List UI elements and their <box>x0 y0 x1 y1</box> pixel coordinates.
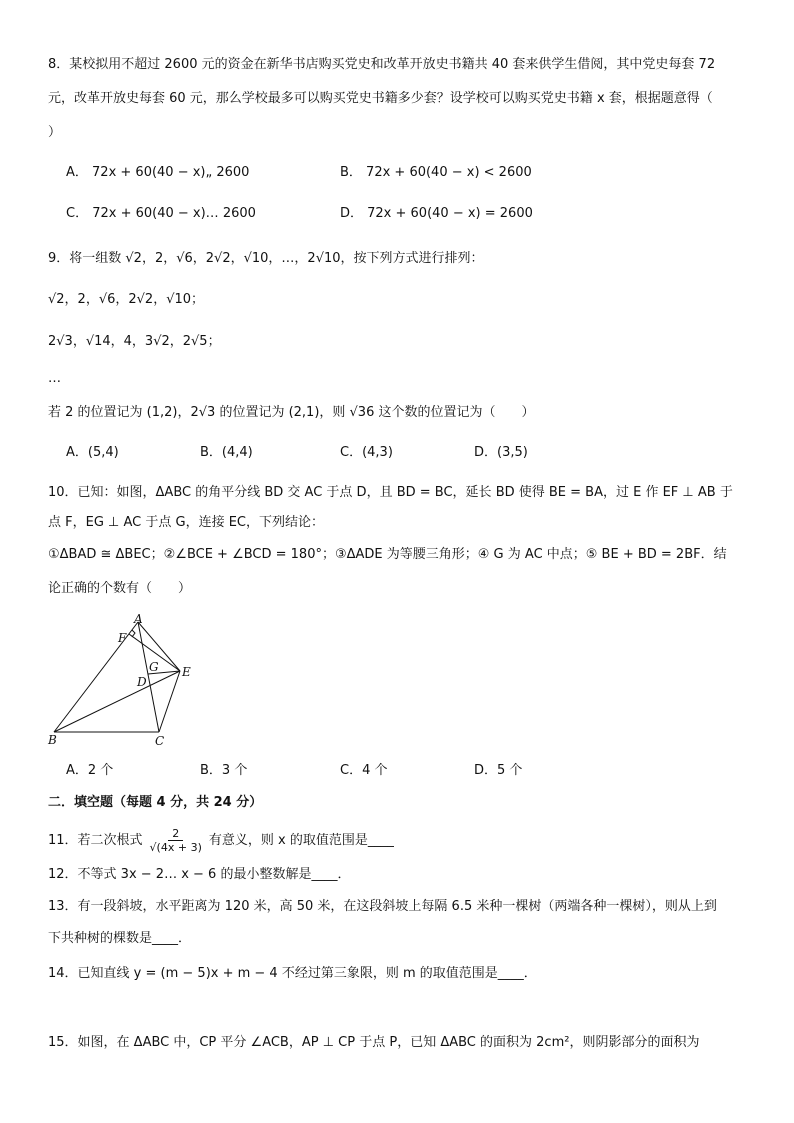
q10-line-3: ①ΔBAD ≅ ΔBEC；②∠BCE + ∠BCD = 180°；③ΔADE 为等腰三角形；④ G 为 AC 中点；⑤ BE + BD = 2BF．结 <box>48 547 727 562</box>
q9-option-c: C．(4,3) <box>340 445 393 460</box>
q10-line-2: 点 F，EG ⊥ AC 于点 G，连接 EC，下列结论： <box>48 515 324 530</box>
q8-line-1: 8．某校拟用不超过 2600 元的资金在新华书店购买党史和改革开放史书籍共 40 套来供学生借阅，其中党史每套 72 <box>48 57 716 72</box>
q8-option-c: C． 72x + 60(40 − x)… 2600 <box>66 206 256 221</box>
q10-option-d: D．5 个 <box>474 763 523 778</box>
label-c: C <box>155 734 165 748</box>
q10-line-1: 10．已知：如图，ΔABC 的角平分线 BD 交 AC 于点 D，且 BD = BC，延长 BD 使得 BE = BA，过 E 作 EF ⊥ AB 于 <box>48 485 733 500</box>
q9-question: 若 2 的位置记为 (1,2)，2√3 的位置记为 (2,1)，则 √36 这个数的位置记为（ ） <box>48 405 535 420</box>
q10-line-4: 论正确的个数有（ ） <box>48 581 192 596</box>
segment-BE <box>54 671 180 732</box>
q15-line-1: 15．如图，在 ΔABC 中，CP 平分 ∠ACB，AP ⊥ CP 于点 P，已知 ΔABC 的面积为 2cm²，则阴影部分的面积为 <box>48 1035 700 1050</box>
label-e: E <box>182 665 191 679</box>
label-d: D <box>137 675 147 689</box>
q9-line-1: 9．将一组数 √2，2，√6，2√2，√10，…，2√10，按下列方式进行排列： <box>48 251 484 266</box>
q8-option-b: B． 72x + 60(40 − x) < 2600 <box>340 165 532 180</box>
segment-AE <box>138 622 180 671</box>
q9-row-2: 2√3，√14，4，3√2，2√5； <box>48 334 221 349</box>
label-b: B <box>48 733 57 747</box>
section-2-heading: 二．填空题（每题 4 分，共 24 分） <box>48 795 263 810</box>
label-f: F <box>118 631 127 645</box>
q11-suffix: 有意义，则 x 的取值范围是____ <box>208 832 394 848</box>
right-angle-mark-f <box>132 630 135 637</box>
q8-option-a: A． 72x + 60(40 − x)„ 2600 <box>66 165 250 180</box>
label-a: A <box>134 612 143 626</box>
q9-row-1: √2，2，√6，2√2，√10； <box>48 292 205 307</box>
q11 <box>48 827 394 854</box>
q11-prefix: 11．若二次根式 <box>48 832 143 848</box>
label-g: G <box>149 660 159 674</box>
q11-denominator: √(4x + 3) <box>149 841 202 854</box>
q11-fraction <box>148 827 204 854</box>
q8-option-d: D． 72x + 60(40 − x) = 2600 <box>340 206 533 221</box>
q13-line-1: 13．有一段斜坡，水平距离为 120 米，高 50 米，在这段斜坡上每隔 6.5 米种一棵树（两端各种一棵树），则从上到 <box>48 899 717 914</box>
q12: 12．不等式 3x − 2… x − 6 的最小整数解是____． <box>48 867 351 882</box>
q9-option-b: B．(4,4) <box>200 445 253 460</box>
q9-row-ellipsis: … <box>48 371 61 386</box>
q14: 14．已知直线 y = (m − 5)x + m − 4 不经过第三象限，则 m 的取值范围是____． <box>48 966 537 981</box>
q8-line-3: ） <box>48 125 62 140</box>
q13-line-2: 下共种树的棵数是____． <box>48 931 192 946</box>
q11-numerator: 2 <box>168 827 183 841</box>
q10-option-a: A．2 个 <box>66 763 114 778</box>
q9-option-a: A．(5,4) <box>66 445 119 460</box>
q10-option-b: B．3 个 <box>200 763 248 778</box>
q10-option-c: C．4 个 <box>340 763 388 778</box>
q8-line-2: 元，改革开放史每套 60 元，那么学校最多可以购买党史书籍多少套？设学校可以购买党史书籍 x 套，根据题意得（ <box>48 91 713 106</box>
q10-figure <box>44 608 214 753</box>
q9-option-d: D．(3,5) <box>474 445 528 460</box>
